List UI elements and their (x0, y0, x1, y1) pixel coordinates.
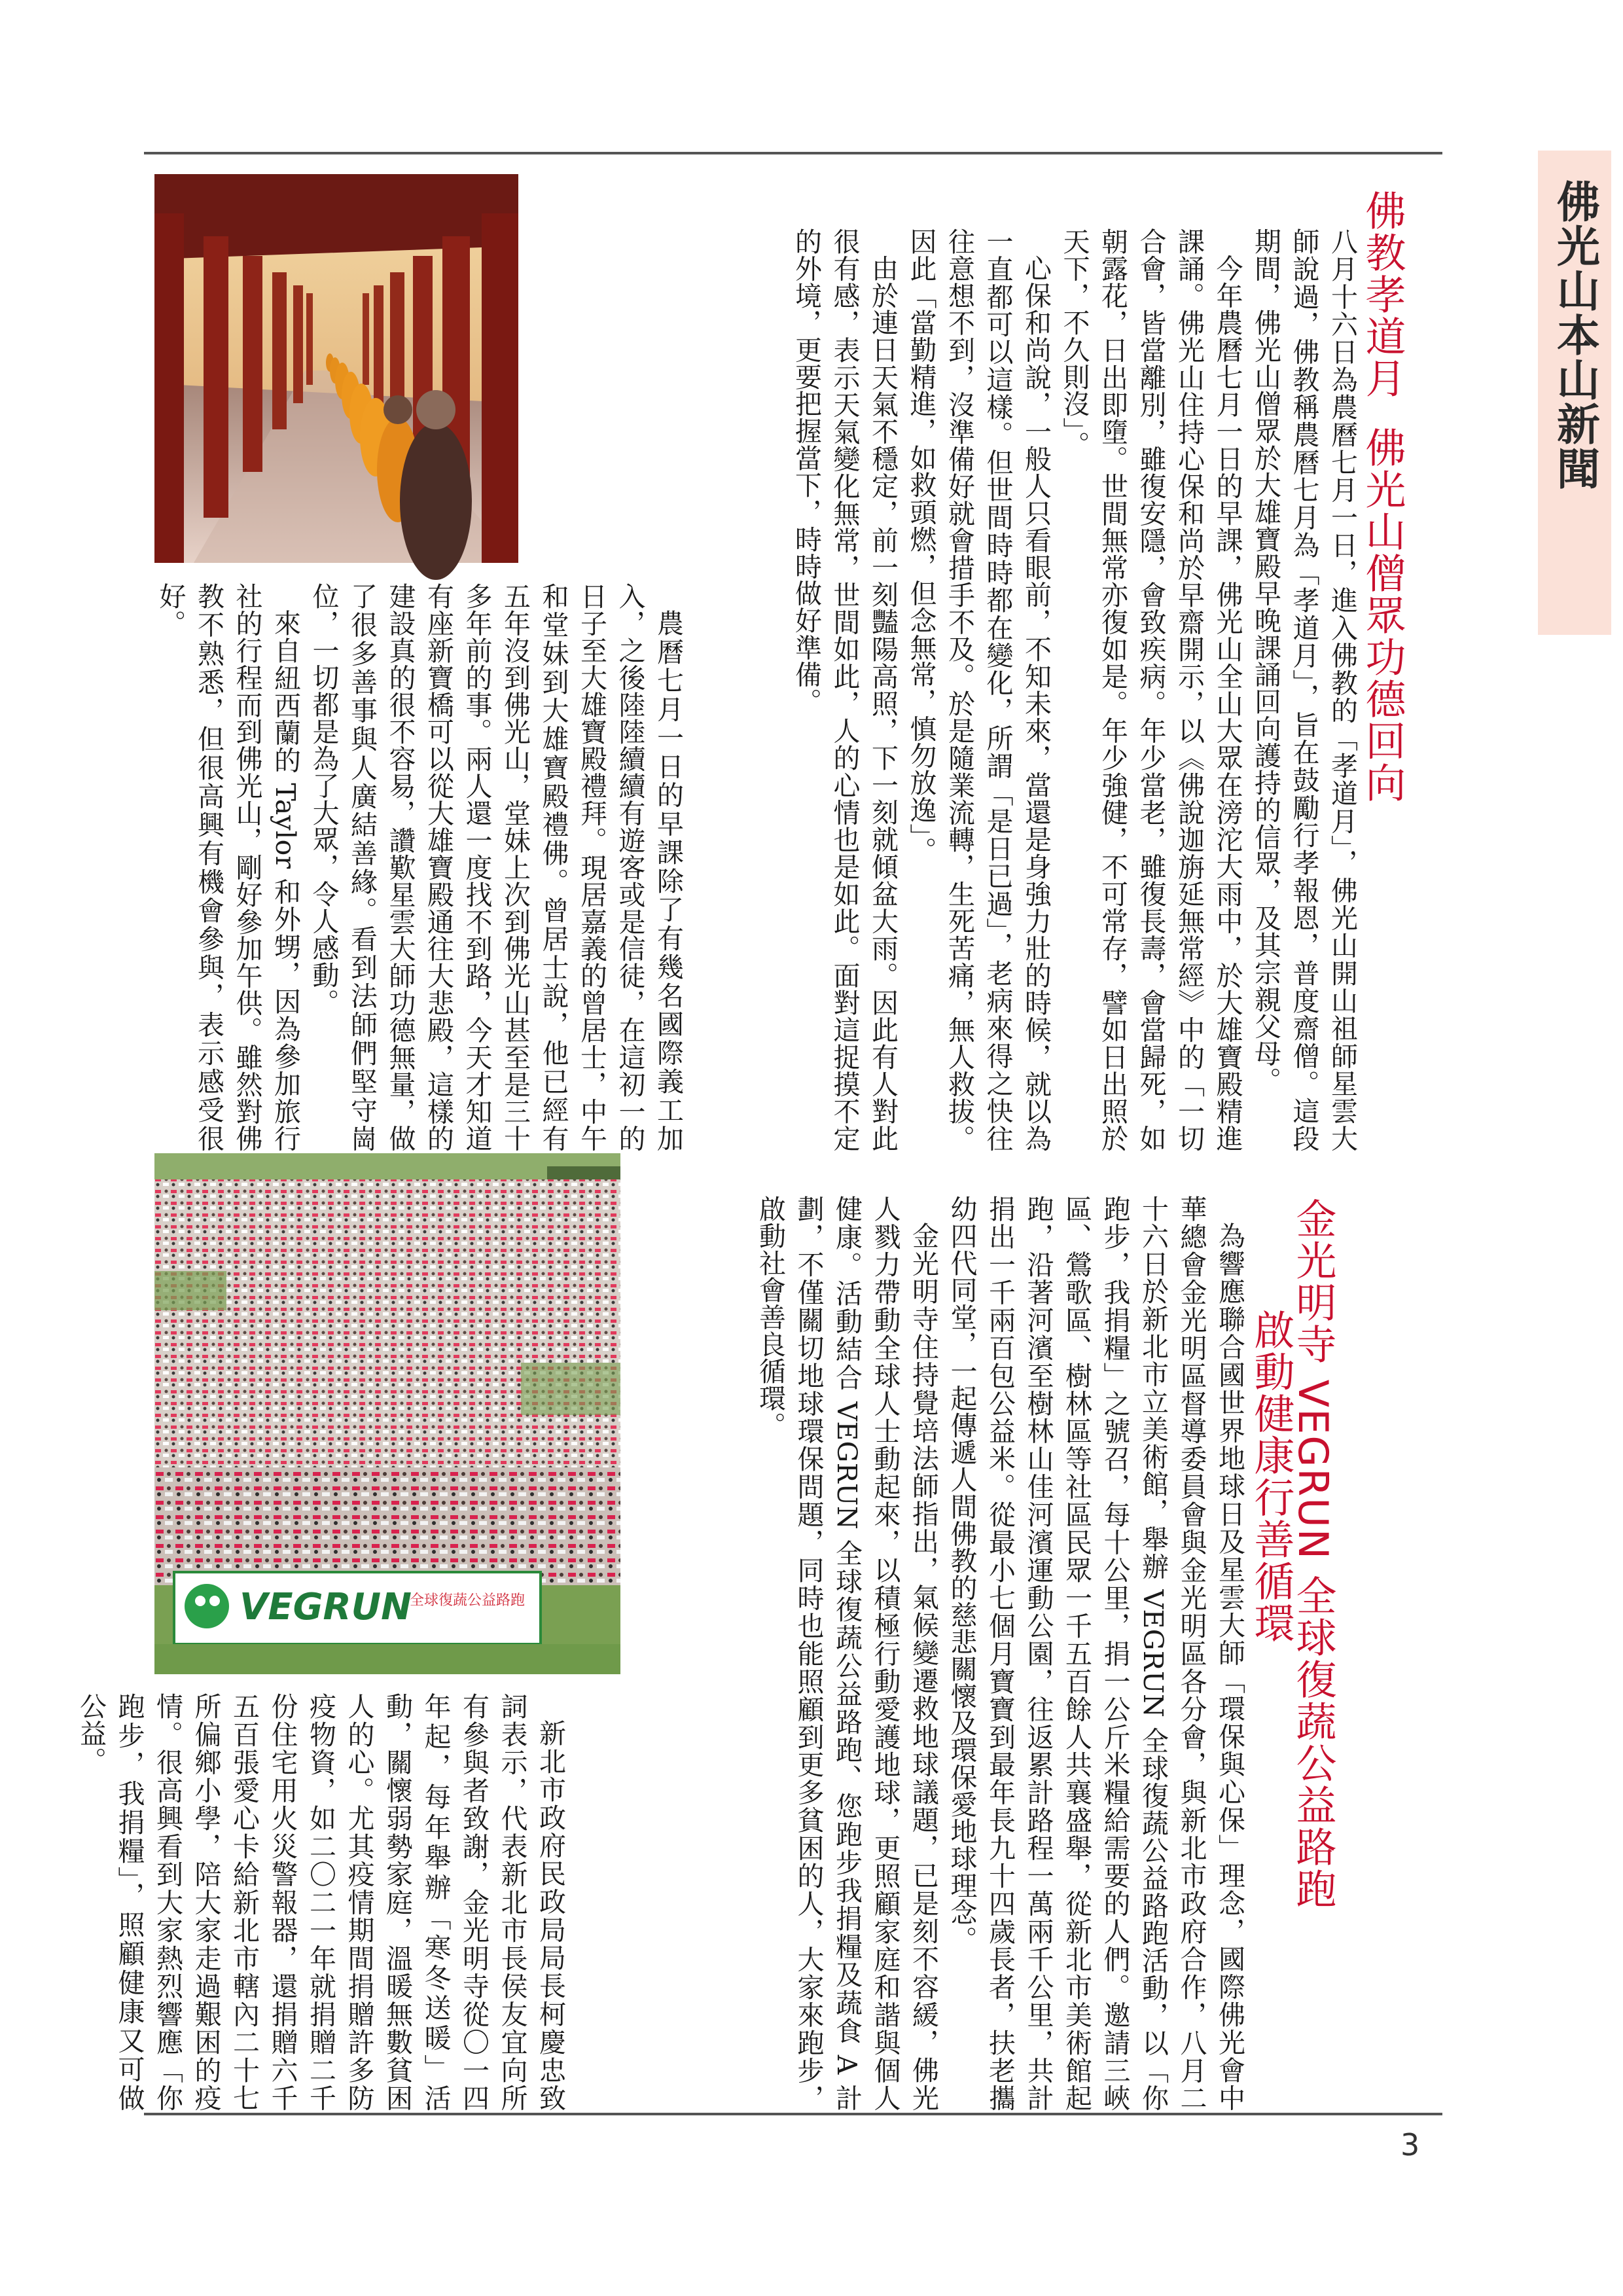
article-2-body-b (75, 1693, 569, 2111)
article-1-paragraph: 八月十六日為農曆七月一日，進入佛教的「孝道月」，佛光山開山祖師星雲大師說過，佛教稱農曆七月為「孝道月」，旨在鼓勵行孝報恩，普度齋僧。這段期間，佛光山僧眾於大雄寶殿早晚課誦回向護持的信眾，及其宗親父母。 (1250, 228, 1358, 1152)
monks-colonnade-image (154, 174, 518, 563)
article-2-paragraph: 新北市政府民政局局長柯慶忠致詞表示，代表新北市長侯友宜向所有參與者致謝，金光明寺從〇一四年起，每年舉辦「寒冬送暖」活動，關懷弱勢家庭，溫暖無數貧困人的心。尤其疫情期間捐贈許多防疫物資，如二〇二一年就捐贈二千份住宅用火災警報器，還捐贈六千五百張愛心卡給新北市轄內二十七所偏鄉小學，陪大家走過艱困的疫情。很高興看到大家熱烈響應「你跑步，我捐糧」，照顧健康又可做公益。 (75, 1693, 566, 2111)
vegrun-banner-logo: VEGRUN (240, 1586, 412, 1628)
article-2-paragraph: 金光明寺住持覺培法師指出，氣候變遷救地球議題，已是刻不容緩，佛光人戮力帶動全球人士動起來，以積極行動愛護地球，更照顧家庭和諧與個人健康。活動結合 VEGRUN 全球復蔬公益路跑、您跑步我捐糧及蔬食 A 計劃，不僅關切地球環保問題，同時也能照顧到更多貧困的人，大家來跑步，啟動社會善良循環。 (755, 1195, 939, 2111)
article-2-title-a: 金光明寺 VEGRUN 全球復蔬公益路跑 (1289, 1198, 1337, 1910)
article-1-body-a (687, 228, 1361, 1152)
article-2-body-a (628, 1195, 1249, 2111)
article-1-title-b: 佛光山僧眾功德回向 (1359, 427, 1406, 804)
top-rule (144, 152, 1442, 154)
bottom-rule (144, 2113, 1442, 2115)
vegrun-banner-caption: 全球復蔬公益路跑 (410, 1592, 526, 1609)
article-2-paragraph: 為響應聯合國世界地球日及星雲大師「環保與心保」理念，國際佛光會中華總會金光明區督導委員會與金光明區各分會，與新北市政府合作，八月二十六日於新北市立美術館，舉辦 VEGRUN 全球復蔬公益路跑活動，以「你跑步，我捐糧」之號召，每十公里，捐一公斤米糧給需要的人們。邀請三峽區、鶯歌區、樹林區等社區民眾一千五百餘人共襄盛舉，從新北市美術館起跑，沿著河濱至樹林山佳河濱運動公園，往返累計路程一萬兩千公里，共計捐出一千兩百包公益米。從最小七個月寶寶到最年長九十四歲長者，扶老攜幼四代同堂，一起傳遞人間佛教的慈悲關懷及環保愛地球理念。 (946, 1195, 1245, 2111)
article-1-paragraph: 今年農曆七月一日的早課，佛光山全山大眾在滂沱大雨中，於大雄寶殿精進課誦。佛光山住持心保和尚於早齋開示，以《佛說迦旃延無常經》中的「一切合會，皆當離別，雖復安隱，會致疾病。年少當老，雖復長壽，會當歸死，如朝露花，日出即墮。世間無常亦復如是。年少強健，不可常存，譬如日出照於天下，不久則沒」。 (1058, 228, 1243, 1152)
vegrun-crowd-image (154, 1153, 620, 1674)
page-number: 3 (1400, 2127, 1420, 2162)
publication-name: 佛光山本山新聞 (1549, 179, 1600, 491)
article-1-paragraph: 心保和尚說，一般人只看眼前，不知未來，當還是身強力壯的時候，就以為一直都可以這樣。但世間時時都在變化，所謂「是日已過」，老病來得之快往往意想不到，沒準備好就會措手不及。於是隨業流轉，生死苦痛，無人救拔。因此「當勤精進，如救頭燃，但念無常，慎勿放逸」。 (905, 228, 1052, 1152)
section-tab (1538, 151, 1611, 635)
article-2-title-b: 啟動健康行善循環 (1247, 1309, 1295, 1644)
article-1-title-a: 佛教孝道月 (1359, 190, 1406, 399)
article-1-body-b (144, 583, 687, 1152)
monks-colonnade-photo (154, 174, 518, 563)
article-1-paragraph: 由於連日天氣不穩定，前一刻豔陽高照，下一刻就傾盆大雨。因此有人對此很有感，表示天氣變化無常，世間如此，人的心情也是如此。面對這捉摸不定的外境，更要把握當下，時時做好準備。 (791, 228, 899, 1152)
article-1-paragraph: 來自紐西蘭的 Taylor 和外甥，因為參加旅行社的行程而到佛光山，剛好參加午供。雖然對佛教不熟悉，但很高興有機會參與，表示感受很好。 (154, 583, 301, 1152)
article-1-paragraph: 農曆七月一日的早課除了有幾名國際義工加入，之後陸陸續續有遊客或是信徒，在這初一的日子至大雄寶殿禮拜。現居嘉義的曾居士，中午和堂妹到大雄寶殿禮佛。曾居士說，他已經有 五年沒到佛光山，堂妹上次到佛光山甚至是三十多年前的事。兩人還一度找不到路，今天才知道有座新寶橋可以從大雄寶殿通往大悲殿，這樣的建設真的很不容易，讚歎星雲大師功德無量，做了很多善事與人廣結善緣。看到法師們堅守崗位，一切都是為了大眾，令人感動。 (308, 583, 684, 1152)
vegrun-crowd-photo (154, 1153, 620, 1674)
